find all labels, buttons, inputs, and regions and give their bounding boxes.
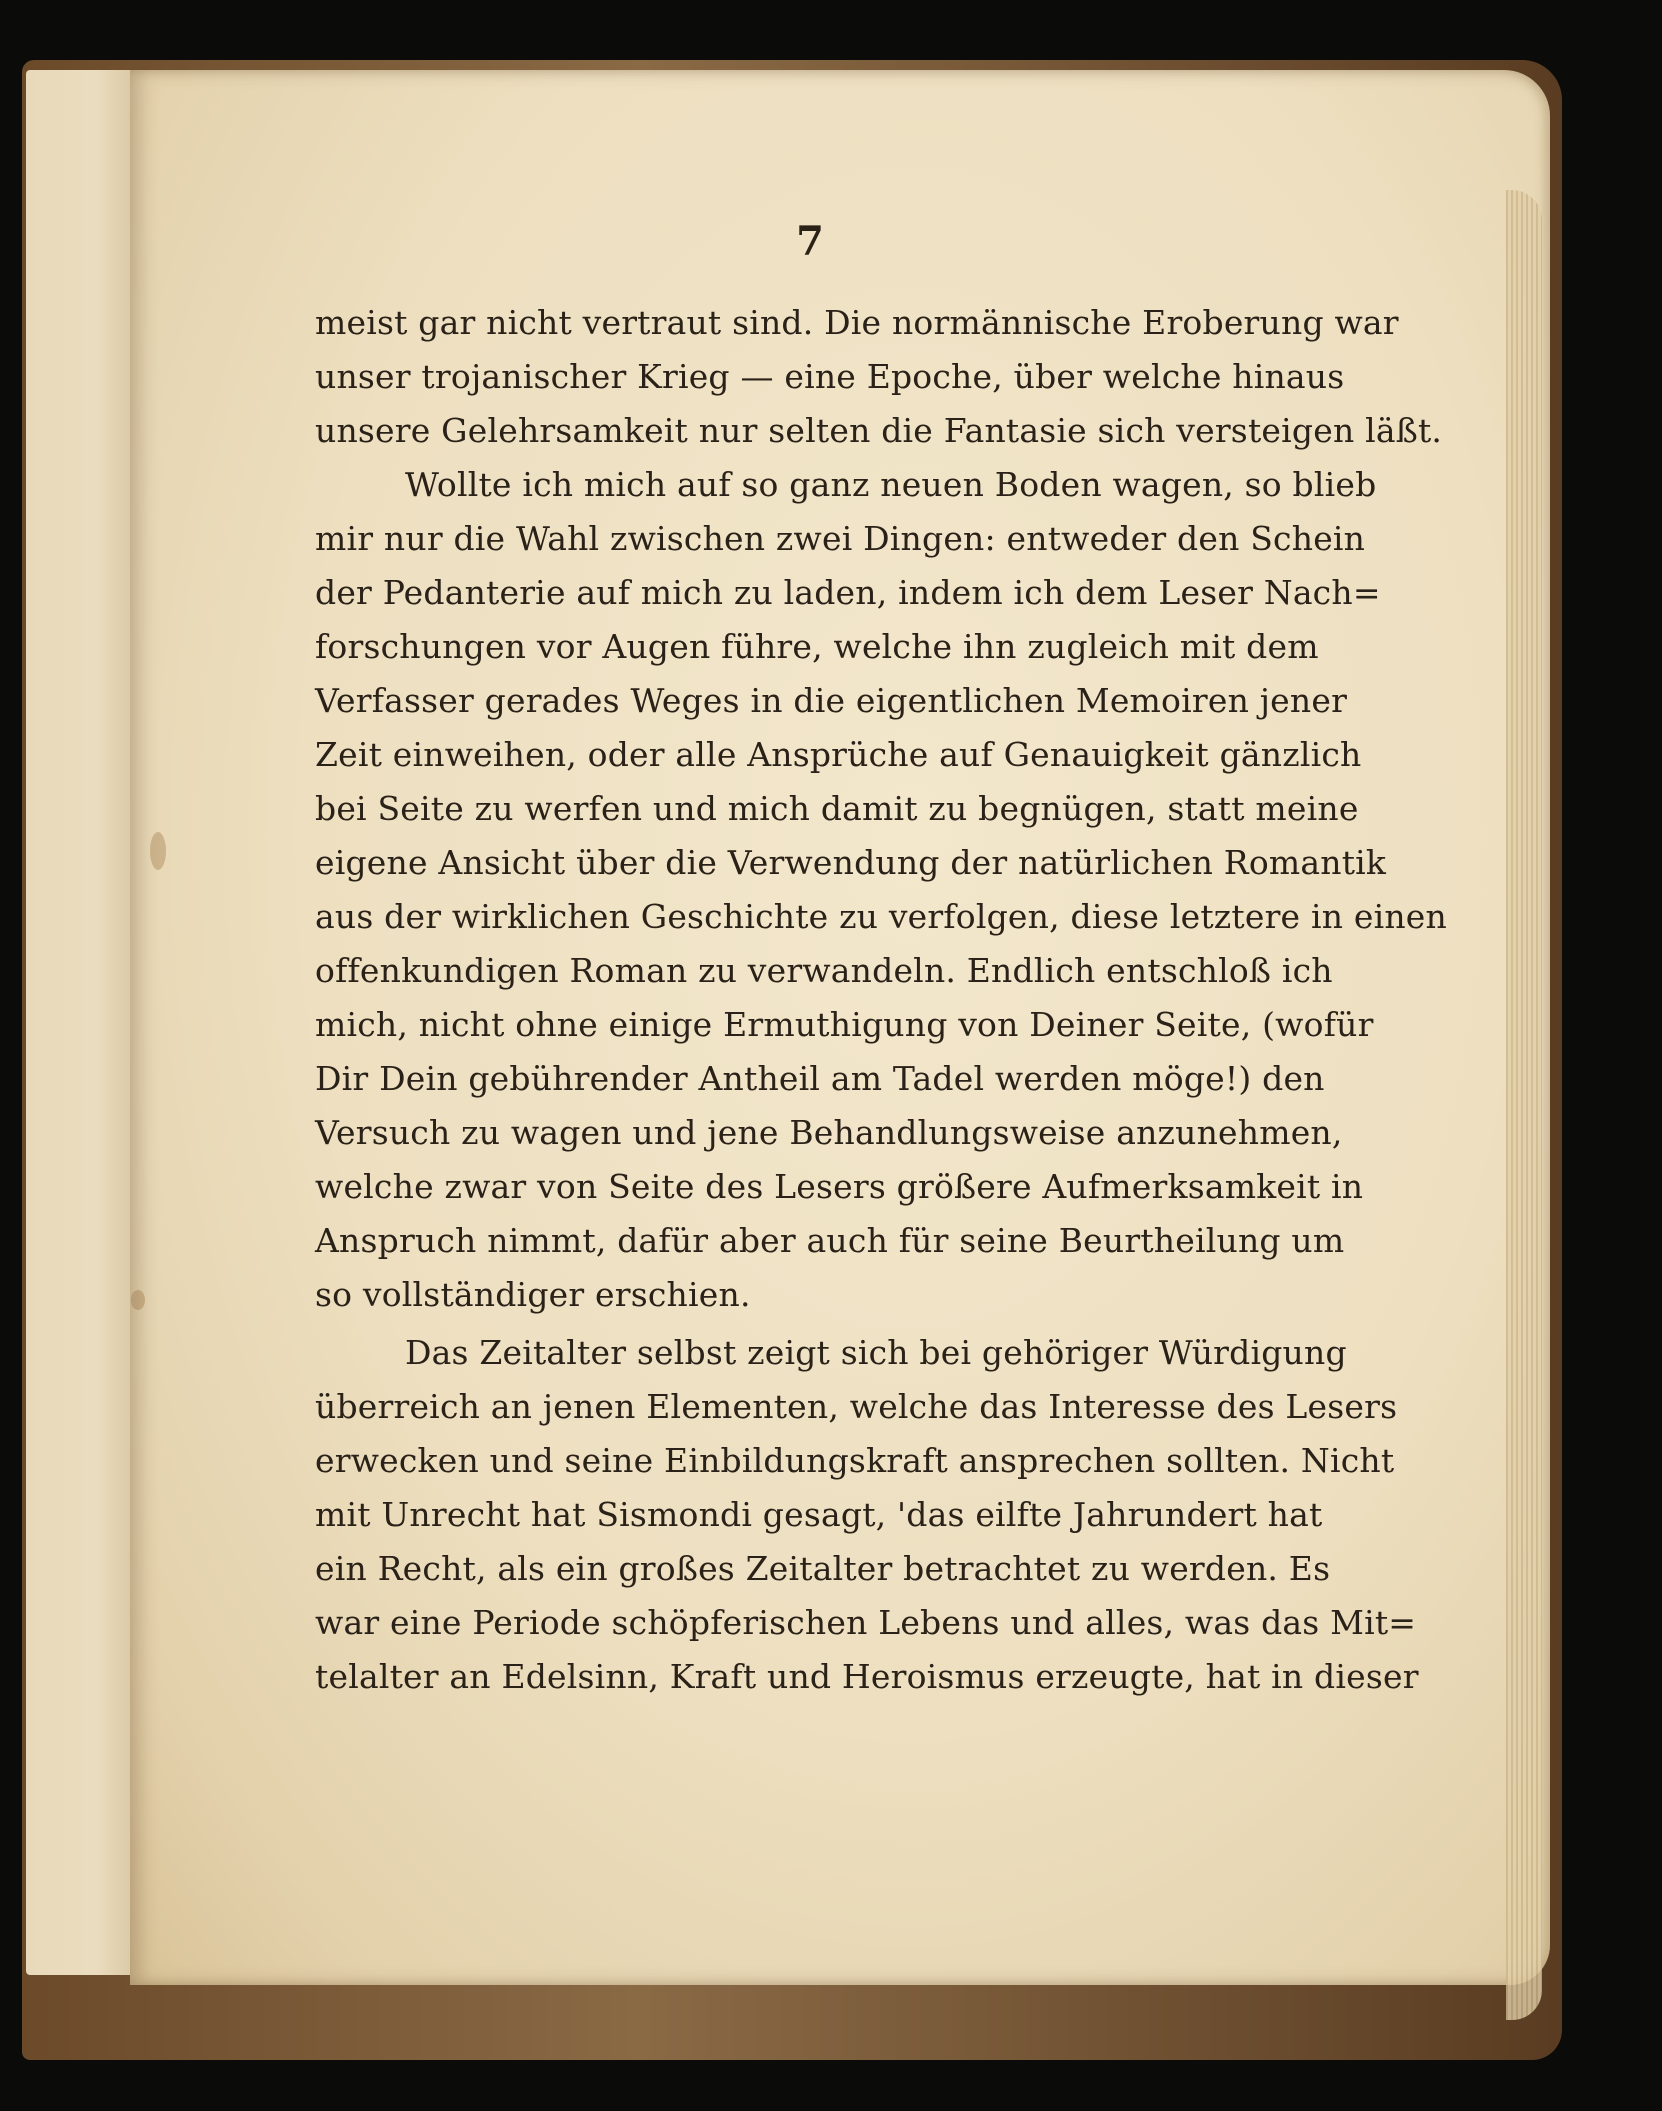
paragraph — [315, 296, 1443, 458]
text-line: Wollte ich mich auf so ganz neuen Boden wagen, so blieb — [405, 465, 1377, 504]
text-line: Zeit einweihen, oder alle Ansprüche auf Genauigkeit gänzlich — [315, 735, 1362, 774]
text-line: unser trojanischer Krieg — eine Epoche, über welche hinaus — [315, 357, 1345, 396]
page-text — [315, 296, 1447, 1704]
text-line: Verfasser gerades Weges in die eigentlichen Memoiren jener — [315, 681, 1348, 720]
text-line: Dir Dein gebührender Antheil am Tadel werden möge!) den — [315, 1059, 1325, 1098]
text-line: war eine Periode schöpferischen Lebens und alles, was das Mit= — [315, 1603, 1417, 1642]
text-line: aus der wirklichen Geschichte zu verfolgen, diese letztere in einen — [315, 897, 1447, 936]
text-line: welche zwar von Seite des Lesers größere Aufmerksamkeit in — [315, 1167, 1364, 1206]
text-line: Das Zeitalter selbst zeigt sich bei gehöriger Würdigung — [405, 1333, 1347, 1372]
text-line: meist gar nicht vertraut sind. Die normännische Eroberung war — [315, 303, 1399, 342]
text-line: Versuch zu wagen und jene Behandlungsweise anzunehmen, — [315, 1113, 1343, 1152]
text-line: offenkundigen Roman zu verwandeln. Endlich entschloß ich — [315, 951, 1333, 990]
text-line: forschungen vor Augen führe, welche ihn zugleich mit dem — [315, 627, 1319, 666]
paragraph — [315, 458, 1447, 1322]
text-line: mich, nicht ohne einige Ermuthigung von Deiner Seite, (wofür — [315, 1005, 1374, 1044]
text-line: ein Recht, als ein großes Zeitalter betrachtet zu werden. Es — [315, 1549, 1331, 1588]
text-line: Anspruch nimmt, dafür aber auch für seine Beurtheilung um — [315, 1221, 1345, 1260]
page-number: 7 — [796, 218, 824, 265]
text-line: eigene Ansicht über die Verwendung der natürlichen Romantik — [315, 843, 1387, 882]
text-line: mit Unrecht hat Sismondi gesagt, 'das eilfte Jahrundert hat — [315, 1495, 1323, 1534]
text-line: der Pedanterie auf mich zu laden, indem ich dem Leser Nach= — [315, 573, 1381, 612]
text-line: unsere Gelehrsamkeit nur selten die Fantasie sich versteigen läßt. — [315, 411, 1443, 450]
text-line: erwecken und seine Einbildungskraft ansprechen sollten. Nicht — [315, 1441, 1395, 1480]
text-line: telalter an Edelsinn, Kraft und Heroismus erzeugte, hat in dieser — [315, 1657, 1419, 1696]
text-line: überreich an jenen Elementen, welche das Interesse des Lesers — [315, 1387, 1398, 1426]
text-line: bei Seite zu werfen und mich damit zu begnügen, statt meine — [315, 789, 1359, 828]
text-line: so vollständiger erschien. — [315, 1275, 751, 1314]
paragraph — [315, 1326, 1419, 1704]
left-page-edge — [26, 70, 144, 1975]
page-fore-edge — [1506, 190, 1542, 2020]
paper-stain — [131, 1290, 145, 1310]
text-line: mir nur die Wahl zwischen zwei Dingen: entweder den Schein — [315, 519, 1366, 558]
paper-stain — [150, 832, 166, 870]
